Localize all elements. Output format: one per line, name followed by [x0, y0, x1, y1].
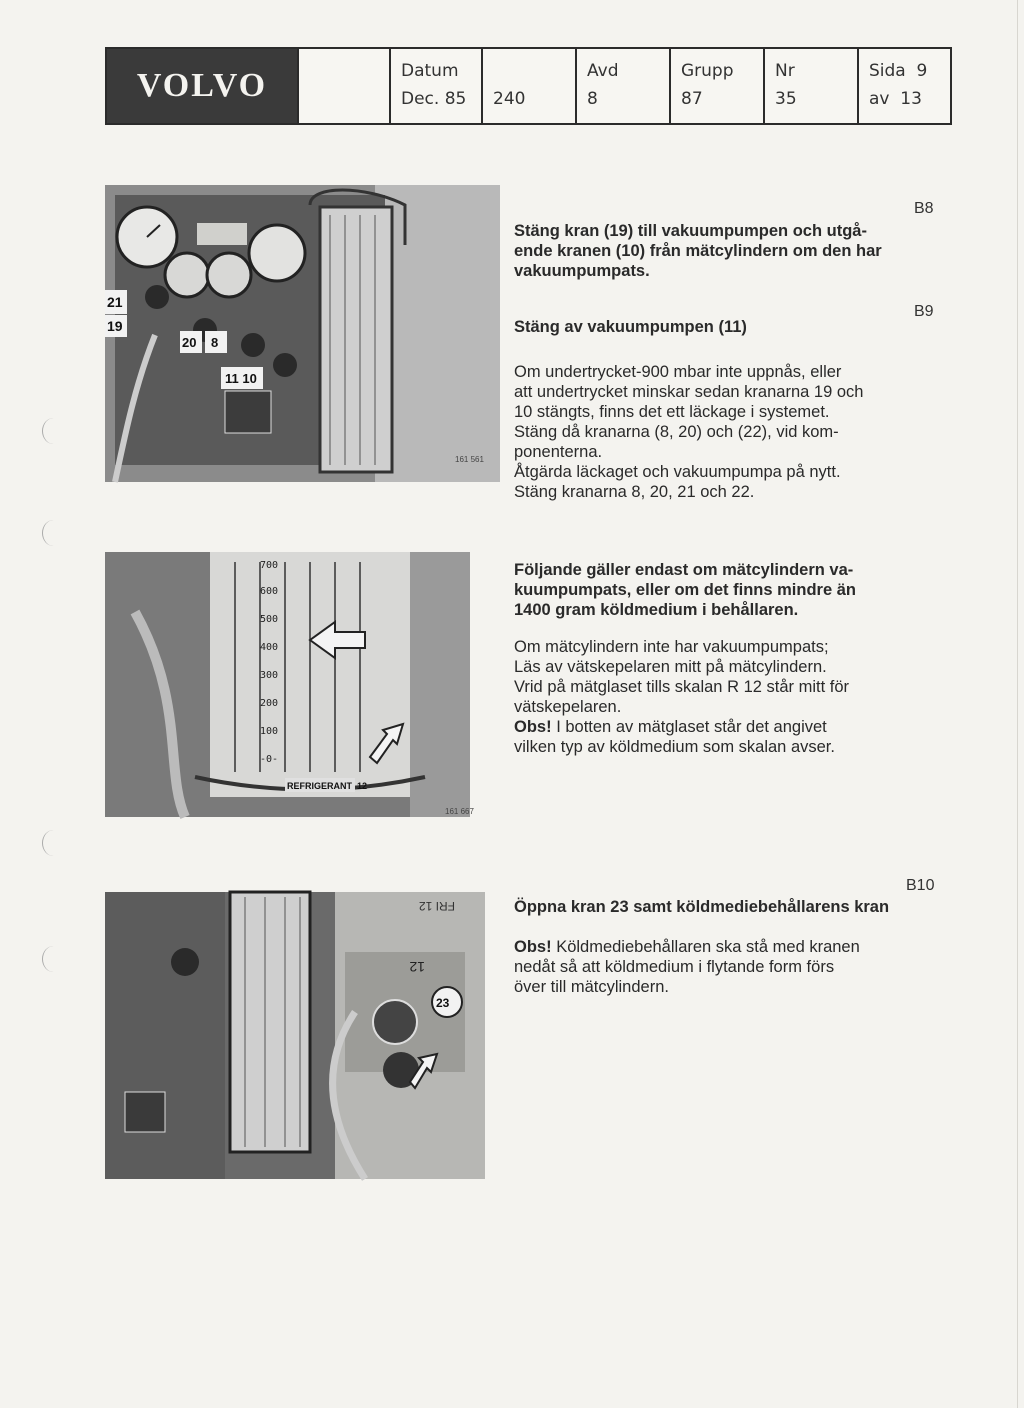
step-b9-text	[514, 362, 936, 502]
header-model-cell	[481, 49, 575, 123]
avd-value: 8	[587, 89, 598, 109]
scale-200: 200	[260, 698, 279, 709]
header-datum-cell	[389, 49, 481, 123]
photo1-callout-20: 20	[182, 335, 197, 350]
container-label-top: FRI 12	[418, 899, 455, 913]
obs-label: Obs!	[514, 718, 552, 736]
b8-line: Stäng kran (19) till vakuumpumpen och utgå-	[514, 222, 867, 240]
nr-value: 35	[775, 89, 797, 109]
scale-zero: -0-	[260, 754, 279, 765]
header-grupp-cell	[669, 49, 763, 123]
condition-line: kuumpumpats, eller om det finns mindre än	[514, 581, 856, 599]
mid-obs	[514, 717, 936, 737]
mid-instructions	[514, 637, 936, 757]
b10-obs	[514, 937, 936, 957]
step-b10-title: Öppna kran 23 samt köldmediebehållarens kran	[514, 898, 890, 916]
photo-refrigerant-valve	[105, 892, 485, 1179]
b9-line: Åtgärda läckaget och vakuumpumpa på nytt.	[514, 463, 841, 481]
step-b8-text	[514, 221, 936, 281]
step-number-b9: B9	[914, 303, 934, 320]
b9-line: ponenterna.	[514, 443, 603, 461]
b9-line: att undertrycket minskar sedan kranarna 19 och	[514, 383, 864, 401]
sida-value: 9	[916, 61, 928, 81]
model-value: 240	[493, 89, 526, 109]
punch-hole	[42, 520, 65, 546]
photo1-callout-19: 19	[107, 318, 123, 334]
b9-line: Stäng kranarna 8, 20, 21 och 22.	[514, 483, 755, 501]
container-label-mid: 12	[409, 959, 425, 975]
mid-line: Läs av vätskepelaren mitt på mätcylindern.	[514, 658, 827, 676]
condition-note	[514, 560, 936, 620]
grupp-value: 87	[681, 89, 703, 109]
header-sida-cell	[857, 49, 950, 123]
photo1-callout-21: 21	[107, 294, 123, 310]
mid-line: vätskepelaren.	[514, 698, 622, 716]
volvo-logo: VOLVO	[107, 49, 297, 123]
b9-line: 10 stängts, finns det ett läckage i systemet.	[514, 403, 830, 421]
nr-label: Nr	[775, 61, 795, 81]
punch-hole	[42, 830, 65, 856]
obs-line: nedåt så att köldmedium i flytande form förs	[514, 958, 835, 976]
obs-label: Obs!	[514, 938, 552, 956]
datum-value: Dec. 85	[401, 89, 467, 109]
refrigerant-label: REFRIGERANT	[287, 781, 352, 791]
header-nr-cell	[763, 49, 857, 123]
photo1-callout-11-10: 11 10	[225, 371, 257, 386]
step-number-b8: B8	[914, 200, 934, 217]
obs-line: vilken typ av köldmedium som skalan avser.	[514, 738, 835, 756]
b8-line: ende kranen (10) från mätcylindern om den har	[514, 242, 882, 260]
condition-line: Följande gäller endast om mätcylindern va-	[514, 561, 854, 579]
scale-300: 300	[260, 670, 279, 681]
avd-label: Avd	[587, 61, 619, 81]
header-avd-cell	[575, 49, 669, 123]
b8-line: vakuumpumpats.	[514, 262, 650, 280]
scale-100: 100	[260, 726, 279, 737]
photo1-code: 161 561	[455, 455, 484, 464]
mid-line: Vrid på mätglaset tills skalan R 12 står mitt för	[514, 678, 850, 696]
grupp-label: Grupp	[681, 61, 734, 81]
av-label: av 13	[869, 89, 922, 109]
sida-label: Sida 9	[869, 61, 928, 81]
document-header	[105, 47, 952, 125]
obs-line: I botten av mätglaset står det angivet	[556, 718, 827, 736]
mid-line: Om mätcylindern inte har vakuumpumpats;	[514, 638, 829, 656]
photo3-callout-23: 23	[436, 996, 450, 1010]
photo1-callout-8: 8	[211, 335, 219, 350]
refrigerant-number: 12	[357, 781, 368, 791]
scale-400: 400	[260, 642, 279, 653]
header-blank-cell	[297, 49, 389, 123]
datum-label: Datum	[401, 61, 459, 81]
obs-line: Köldmediebehållaren ska stå med kranen	[556, 938, 860, 956]
step-number-b10: B10	[906, 877, 935, 894]
photo2-code: 161 667	[445, 807, 474, 816]
page-edge	[1017, 0, 1018, 1408]
av-value: 13	[900, 89, 922, 109]
scale-600: 600	[260, 586, 279, 597]
step-b9-title: Stäng av vakuumpumpen (11)	[514, 318, 747, 336]
step-b10-text	[514, 937, 936, 997]
scale-500: 500	[260, 614, 279, 625]
photo-measuring-cylinder	[105, 552, 474, 817]
punch-hole	[42, 418, 65, 444]
scale-700: 700	[260, 560, 279, 571]
b9-line: Stäng då kranarna (8, 20) och (22), vid kom-	[514, 423, 839, 441]
punch-hole	[42, 946, 65, 972]
condition-line: 1400 gram köldmedium i behållaren.	[514, 601, 799, 619]
b9-line: Om undertrycket-900 mbar inte uppnås, eller	[514, 363, 842, 381]
obs-line: över till mätcylindern.	[514, 978, 669, 996]
photo-manifold-station	[105, 185, 500, 482]
